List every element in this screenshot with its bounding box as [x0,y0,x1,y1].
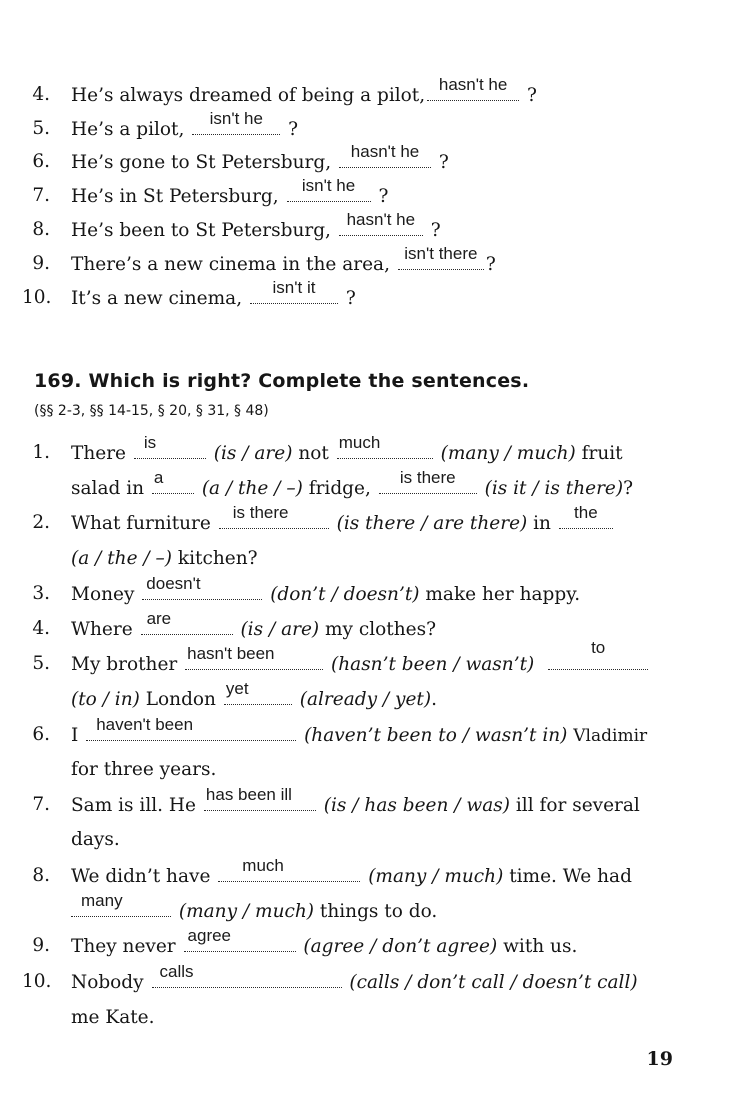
answer: doesn't [146,574,201,593]
answer: a [153,468,164,487]
answer: much [338,433,381,452]
answer: many [81,891,123,910]
answer: isn't it [272,278,316,297]
answer: calls [159,962,194,981]
grammar-references: (§§ 2-3, §§ 14-15, § 20, § 31, § 48) [34,403,269,419]
answer: is there [232,503,289,522]
answer: are [146,609,172,628]
answer: hasn't he [438,75,508,94]
answer: is [143,433,157,452]
answer: yet [225,679,249,698]
answer: hasn't been [187,644,275,663]
answer: isn't there [404,244,478,263]
answer: the [574,503,598,522]
answer: is there [399,468,456,487]
answer: haven't been [96,715,194,734]
answer: isn't he [301,176,356,195]
answer: isn't he [209,109,263,128]
answer: to [591,638,606,657]
answer: hasn't he [346,210,416,229]
answer: agree [187,926,232,945]
page-number: 19 [646,1048,673,1070]
answer: hasn't he [350,142,420,161]
exercise-heading: 169. Which is right? Complete the sentences. [34,370,530,392]
answer: much [242,856,284,875]
answer: has been ill [205,785,292,804]
